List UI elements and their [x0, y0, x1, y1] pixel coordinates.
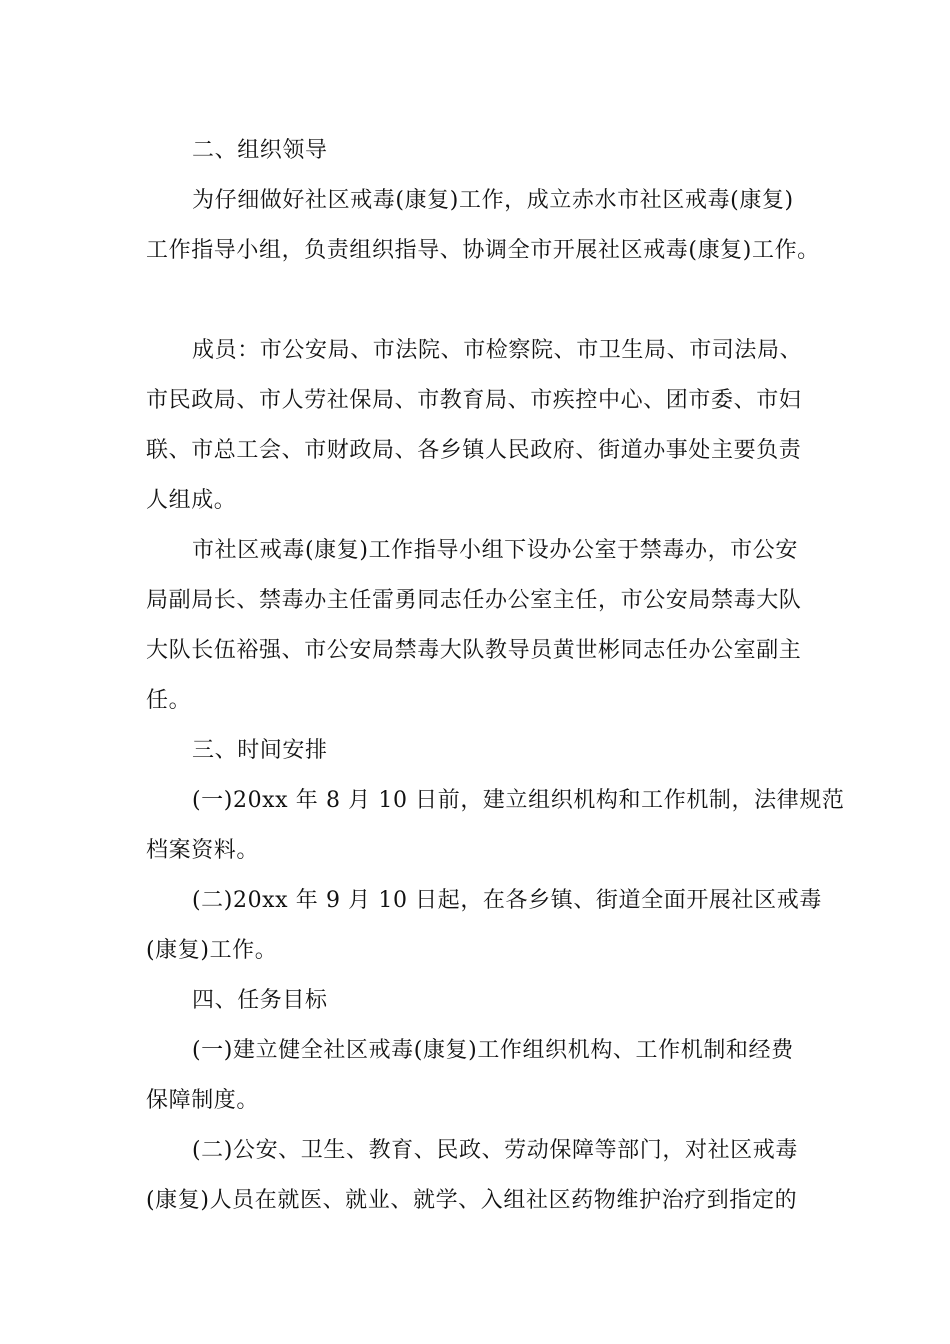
- paragraph-line: 人组成。: [146, 488, 237, 513]
- paragraph-line: 市民政局、市人劳社保局、市教育局、市疾控中心、团市委、市妇: [146, 388, 802, 413]
- paragraph-line: 市社区戒毒(康复)工作指导小组下设办公室于禁毒办，市公安: [192, 538, 798, 563]
- paragraph-line: (二)公安、卫生、教育、民政、劳动保障等部门，对社区戒毒: [192, 1138, 798, 1163]
- paragraph-line: 局副局长、禁毒办主任雷勇同志任办公室主任，市公安局禁毒大队: [146, 588, 802, 613]
- section-heading-organization: 二、组织领导: [192, 138, 328, 163]
- paragraph-line: 档案资料。: [146, 838, 260, 863]
- paragraph-line: (二)20xx 年 9 月 10 日起，在各乡镇、街道全面开展社区戒毒: [192, 888, 822, 913]
- paragraph-line: 任。: [146, 688, 192, 713]
- paragraph-line: (一)20xx 年 8 月 10 日前，建立组织机构和工作机制，法律规范: [192, 788, 845, 813]
- paragraph-line: 联、市总工会、市财政局、各乡镇人民政府、街道办事处主要负责: [146, 438, 802, 463]
- section-heading-schedule: 三、时间安排: [192, 738, 328, 763]
- paragraph-line: (康复)人员在就医、就业、就学、入组社区药物维护治疗到指定的: [146, 1188, 798, 1213]
- paragraph-line: 为仔细做好社区戒毒(康复)工作，成立赤水市社区戒毒(康复): [192, 188, 794, 213]
- paragraph-line: (康复)工作。: [146, 938, 278, 963]
- paragraph-line: 工作指导小组，负责组织指导、协调全市开展社区戒毒(康复)工作。: [146, 238, 820, 263]
- section-heading-goals: 四、任务目标: [192, 988, 328, 1013]
- paragraph-line: (一)建立健全社区戒毒(康复)工作组织机构、工作机制和经费: [192, 1038, 794, 1063]
- paragraph-line: 保障制度。: [146, 1088, 260, 1113]
- paragraph-line: 成员：市公安局、市法院、市检察院、市卫生局、市司法局、: [192, 338, 803, 363]
- paragraph-line: 大队长伍裕强、市公安局禁毒大队教导员黄世彬同志任办公室副主: [146, 638, 802, 663]
